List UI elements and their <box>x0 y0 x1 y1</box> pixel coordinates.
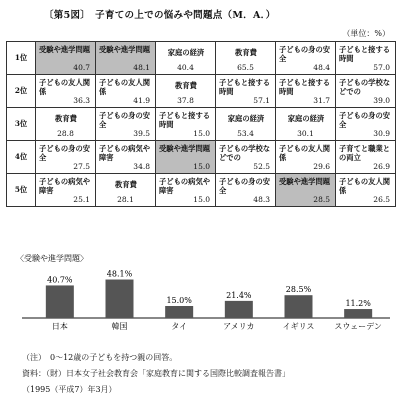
rank-cell <box>336 75 396 108</box>
cell-percent-value: 31.7 <box>313 96 330 105</box>
rank-cell <box>36 75 96 108</box>
cell-percent-value: 25.1 <box>73 195 90 204</box>
cell-item-text: 子どもの友人関係 <box>279 144 331 162</box>
cell-item-text: 受験や進学問題 <box>159 144 211 153</box>
source-text: 資料：（財）日本女子社会教育会「家庭教育に関する国際比較調査報告書」 <box>22 369 290 378</box>
cell-percent-value: 36.3 <box>73 96 90 105</box>
chart-title: 〈受験や進学問題〉 <box>16 254 88 263</box>
cell-percent-value: 40.4 <box>177 63 194 72</box>
rank-cell <box>96 75 156 108</box>
rank-cell <box>36 108 96 141</box>
rank-cell <box>276 42 336 75</box>
chart-value-label: 21.4% <box>226 290 252 300</box>
rank-cell <box>216 108 276 141</box>
rank-cell <box>336 108 396 141</box>
cell-item-text: 子どもの身の安全 <box>219 177 271 195</box>
cell-percent-value: 34.8 <box>133 162 150 171</box>
rank-cell <box>336 141 396 174</box>
chart-bar <box>46 285 74 318</box>
figure-title: 〔第5図〕 子育ての上での悩みや問題点（M．A．） <box>44 10 276 21</box>
cell-item-text: 受験や進学問題 <box>39 45 91 54</box>
cell-percent-value: 28.1 <box>117 195 134 204</box>
note-text: （注） 0～12歳の子どもを持つ親の回答。 <box>22 353 178 362</box>
rank-label: 1位 <box>7 42 36 75</box>
chart-bar <box>165 306 193 318</box>
cell-percent-value: 15.0 <box>193 129 210 138</box>
cell-item-text: 子どもの友人関係 <box>339 177 391 195</box>
cell-percent-value: 40.7 <box>73 63 90 72</box>
cell-percent-value: 37.8 <box>177 96 194 105</box>
cell-percent-value: 39.5 <box>133 129 150 138</box>
cell-item-text: 子どもと接する時間 <box>279 78 331 96</box>
cell-item-text: 子どもの病気や障害 <box>99 144 151 162</box>
cell-item-text: 子どもと接する時間 <box>159 111 211 129</box>
cell-item-text: 受験や進学問題 <box>279 177 331 186</box>
rank-cell <box>156 75 216 108</box>
cell-percent-value: 27.5 <box>73 162 90 171</box>
cell-percent-value: 28.5 <box>313 195 330 204</box>
rank-cell <box>216 174 276 207</box>
rank-cell <box>276 75 336 108</box>
rank-cell <box>96 174 156 207</box>
rank-cell <box>156 174 216 207</box>
cell-item-text: 教育費 <box>175 81 197 90</box>
rank-label: 2位 <box>7 75 36 108</box>
chart-category-label: タイ <box>171 322 188 331</box>
exam-chart <box>12 252 396 332</box>
rank-cell <box>36 42 96 75</box>
cell-item-text: 家庭の経済 <box>227 114 265 123</box>
rank-label: 3位 <box>7 108 36 141</box>
rank-cell <box>216 42 276 75</box>
rank-cell <box>276 141 336 174</box>
rank-row <box>7 174 396 207</box>
rank-cell <box>96 42 156 75</box>
cell-percent-value: 30.9 <box>373 129 390 138</box>
cell-item-text: 受験や進学問題 <box>99 45 151 54</box>
cell-item-text: 教育費 <box>235 48 257 57</box>
cell-percent-value: 29.6 <box>313 162 330 171</box>
cell-item-text: 教育費 <box>55 114 77 123</box>
rank-cell <box>96 108 156 141</box>
cell-percent-value: 48.4 <box>313 63 330 72</box>
rank-cell <box>156 141 216 174</box>
rank-cell <box>216 141 276 174</box>
cell-percent-value: 48.3 <box>253 195 270 204</box>
cell-item-text: 子どもの身の安全 <box>39 144 91 162</box>
cell-percent-value: 15.0 <box>193 195 210 204</box>
cell-percent-value: 26.5 <box>373 195 390 204</box>
rank-cell <box>336 174 396 207</box>
cell-item-text: 子どもの学校などでの <box>339 78 391 96</box>
rank-row <box>7 42 396 75</box>
cell-percent-value: 28.8 <box>57 129 74 138</box>
cell-item-text: 子どもの身の安全 <box>339 111 391 129</box>
rank-cell <box>96 141 156 174</box>
cell-item-text: 子どもの学校などでの <box>219 144 271 162</box>
chart-value-label: 11.2% <box>345 299 371 309</box>
cell-percent-value: 26.9 <box>373 162 390 171</box>
chart-bar <box>285 295 313 318</box>
rank-cell <box>216 75 276 108</box>
cell-item-text: 子どもの身の安全 <box>99 111 151 129</box>
rank-label: 5位 <box>7 174 36 207</box>
chart-bar <box>106 280 134 318</box>
source-date-text: （1995（平成7）年3月） <box>22 385 117 394</box>
cell-item-text: 教育費 <box>115 180 137 189</box>
cell-percent-value: 41.9 <box>133 96 150 105</box>
rank-row <box>7 75 396 108</box>
chart-bar <box>344 309 372 318</box>
cell-percent-value: 15.0 <box>193 162 210 171</box>
chart-category-label: スウェーデン <box>334 322 382 331</box>
cell-item-text: 家庭の経済 <box>167 48 205 57</box>
cell-item-text: 子育てと職業との両立 <box>339 144 391 162</box>
chart-value-label: 28.5% <box>285 285 312 295</box>
chart-category-label: 日本 <box>51 322 68 331</box>
cell-item-text: 子どもと接する時間 <box>339 45 391 63</box>
cell-percent-value: 57.0 <box>373 63 390 72</box>
chart-category-label: 韓国 <box>111 322 128 331</box>
rank-cell <box>156 108 216 141</box>
chart-bar <box>225 301 253 318</box>
cell-percent-value: 65.5 <box>237 63 254 72</box>
cell-item-text: 子どもと接する時間 <box>219 78 271 96</box>
rank-cell <box>336 42 396 75</box>
chart-value-label: 48.1% <box>106 269 133 279</box>
rank-cell <box>156 42 216 75</box>
rank-row <box>7 141 396 174</box>
ranking-table <box>6 41 396 207</box>
rank-row <box>7 108 396 141</box>
cell-percent-value: 52.5 <box>253 162 270 171</box>
cell-item-text: 子どもの病気や障害 <box>39 177 91 195</box>
chart-value-label: 40.7% <box>47 275 73 285</box>
rank-cell <box>276 174 336 207</box>
cell-item-text: 子どもの友人関係 <box>99 78 151 96</box>
rank-label: 4位 <box>7 141 36 174</box>
rank-cell <box>276 108 336 141</box>
cell-item-text: 子どもの友人関係 <box>39 78 91 96</box>
cell-item-text: 子どもの病気や障害 <box>159 177 211 195</box>
chart-category-label: イギリス <box>282 322 315 331</box>
chart-category-label: アメリカ <box>223 322 255 331</box>
unit-label: （単位：%） <box>342 29 390 38</box>
cell-percent-value: 39.0 <box>373 96 390 105</box>
cell-item-text: 家庭の経済 <box>287 114 325 123</box>
cell-percent-value: 53.4 <box>237 129 254 138</box>
chart-value-label: 15.0% <box>166 296 192 305</box>
rank-cell <box>36 174 96 207</box>
rank-cell <box>36 141 96 174</box>
cell-percent-value: 48.1 <box>133 63 150 72</box>
cell-item-text: 子どもの身の安全 <box>279 45 331 63</box>
cell-percent-value: 57.1 <box>253 96 270 105</box>
cell-percent-value: 30.1 <box>297 129 314 138</box>
